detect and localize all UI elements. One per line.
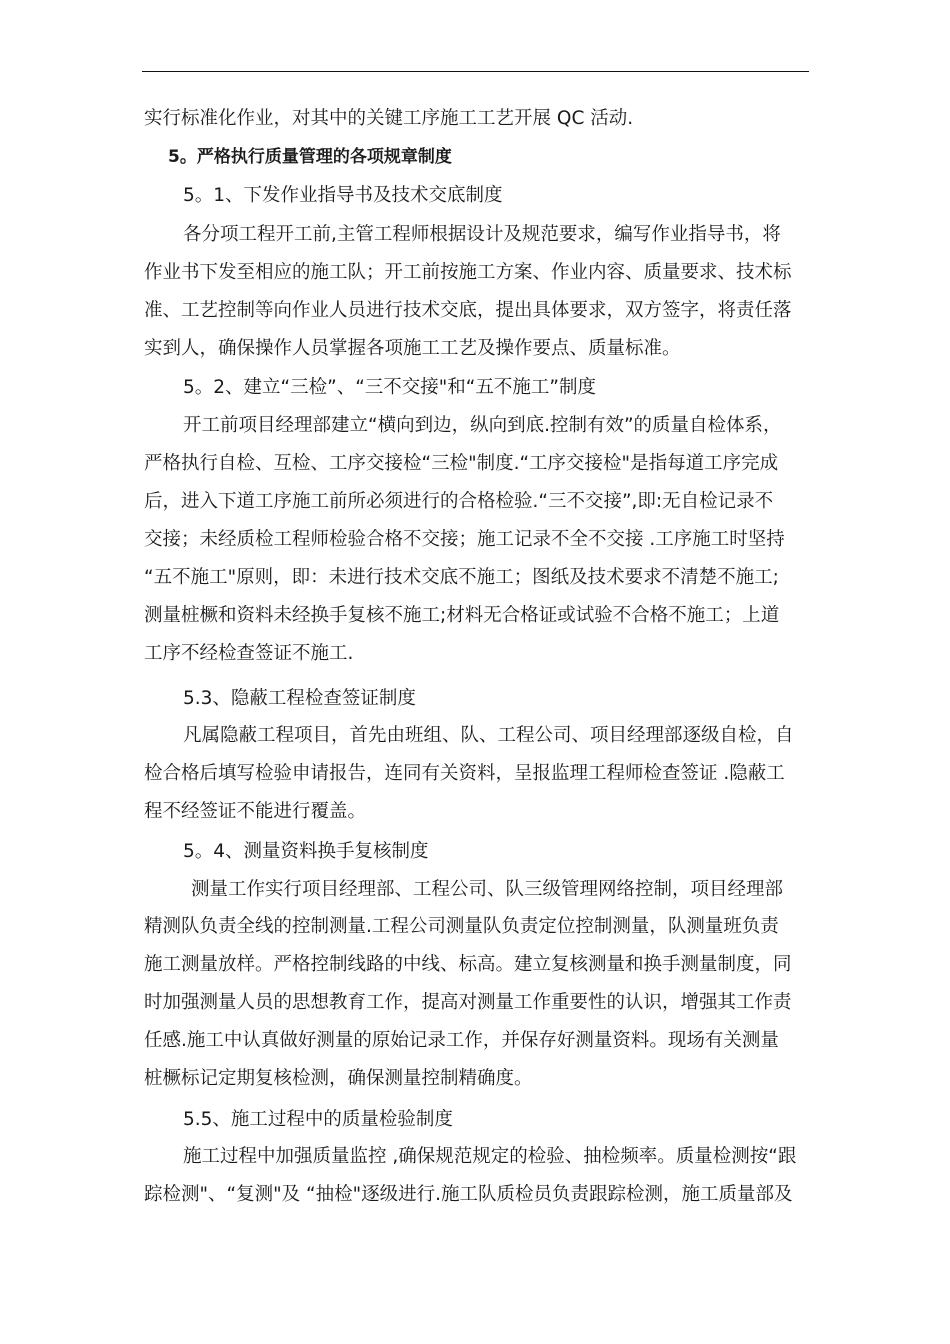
paragraph-line: 实行标准化作业，对其中的关键工序施工工艺开展 QC 活动. (144, 108, 634, 129)
paragraph-line: 时加强测量人员的思想教育工作，提高对测量工作重要性的认识，增强其工作责 (144, 992, 792, 1013)
paragraph-line: 严格执行自检、互检、工序交接检“三检"制度.“工序交接检"是指每道工序完成 (144, 453, 779, 474)
paragraph-line: 施工测量放样。严格控制线路的中线、标高。建立复核测量和换手测量制度，同 (144, 954, 792, 975)
paragraph-line: 测量桩橛和资料未经换手复核不施工;材料无合格证或试验不合格不施工；上道 (144, 605, 780, 626)
paragraph-line: 施工过程中加强质量监控 ,确保规范规定的检验、抽检频率。质量检测按“跟 (183, 1146, 797, 1167)
subsection-heading: 5.3、隐蔽工程检查签证制度 (183, 688, 416, 709)
paragraph-line: 凡属隐蔽工程项目，首先由班组、队、工程公司、项目经理部逐级自检，自 (183, 725, 794, 746)
paragraph-line: 任感.施工中认真做好测量的原始记录工作，并保存好测量资料。现场有关测量 (144, 1030, 779, 1051)
paragraph-line: 精测队负责全线的控制测量.工程公司测量队负责定位控制测量，队测量班负责 (144, 916, 779, 937)
subsection-heading: 5。4、测量资料换手复核制度 (183, 841, 429, 862)
header-rule (142, 71, 809, 72)
paragraph-line: 后，进入下道工序施工前所必须进行的合格检验.“三不交接”,即:无自检记录不 (144, 491, 774, 512)
paragraph-line: 作业书下发至相应的施工队；开工前按施工方案、作业内容、质量要求、技术标 (144, 262, 792, 283)
paragraph-line: 各分项工程开工前,主管工程师根据设计及规范要求，编写作业指导书，将 (183, 224, 781, 245)
subsection-heading: 5。1、下发作业指导书及技术交底制度 (183, 185, 503, 206)
paragraph-line: 工序不经检查签证不施工. (144, 643, 354, 664)
paragraph-line: 开工前项目经理部建立“横向到边，纵向到底.控制有效”的质量自检体系， (183, 415, 782, 436)
subsection-heading: 5.5、施工过程中的质量检验制度 (183, 1109, 453, 1130)
paragraph-line: 测量工作实行项目经理部、工程公司、队三级管理网络控制，项目经理部 (191, 879, 784, 900)
paragraph-line: 程不经签证不能进行覆盖。 (144, 801, 367, 822)
paragraph-line: 实到人，确保操作人员掌握各项施工工艺及操作要点、质量标准。 (144, 338, 681, 359)
paragraph-line: 检合格后填写检验申请报告，连同有关资料，呈报监理工程师检查签证 .隐蔽工 (144, 763, 785, 784)
paragraph-line: 踪检测"、“复测"及 “抽检"逐级进行.施工队质检员负责跟踪检测，施工质量部及 (144, 1184, 793, 1205)
paragraph-line: 准、工艺控制等向作业人员进行技术交底，提出具体要求，双方签字，将责任落 (144, 300, 792, 321)
paragraph-line: “五不施工"原则，即：未进行技术交底不施工；图纸及技术要求不清楚不施工; (144, 567, 779, 588)
paragraph-line: 桩橛标记定期复核检测，确保测量控制精确度。 (144, 1068, 533, 1089)
subsection-heading: 5。2、建立“三检”、“三不交接"和“五不施工”制度 (183, 377, 596, 398)
paragraph-line: 交接；未经质检工程师检验合格不交接；施工记录不全不交接 .工序施工时坚持 (144, 529, 785, 550)
section-heading: 5。严格执行质量管理的各项规章制度 (168, 147, 452, 167)
